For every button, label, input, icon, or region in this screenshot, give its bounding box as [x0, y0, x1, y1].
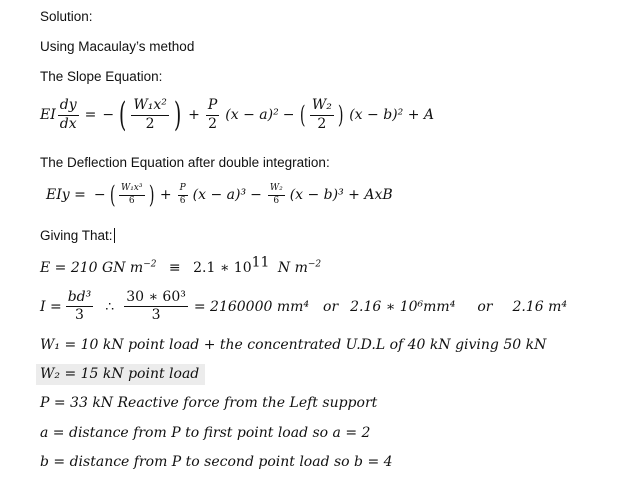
slope-term-xa: (x − a)²: [225, 107, 279, 123]
slope-equation-title: The Slope Equation:: [40, 69, 163, 84]
therefore-symbol: ∴: [105, 298, 115, 315]
dy-dx-fraction: [58, 98, 79, 132]
b-definition: b = distance from P to second point load so b = 4: [40, 454, 393, 470]
slope-equation: EI $\frac{dy}{dx}$ = − ( $\frac{\text{W₁x²}}{2}$ ) + $\frac{P}{2}$ (x − a)² − ( $\frac{\text{W₂}}{2}$ ) (x − b)² + A: [40, 95, 434, 135]
denominator-2c: 2: [317, 115, 327, 132]
or-2: or: [477, 298, 493, 315]
solution-heading: Solution:: [40, 9, 93, 24]
deflection-lhs: EIy =: [46, 187, 86, 203]
p-over-2: [206, 98, 219, 132]
denominator-2b: 2: [208, 115, 218, 132]
denominator-3b: 3: [151, 307, 161, 324]
giving-that-text[interactable]: [40, 228, 115, 243]
e-equation: [40, 254, 322, 276]
giving-that-label: Giving That:: [40, 228, 113, 243]
w2-symbol-defl: W₂: [268, 184, 285, 196]
method-text: Using Macaulay’s method: [40, 39, 195, 54]
equiv-symbol: ≡: [168, 260, 181, 276]
bd3: bd³: [66, 290, 94, 307]
e-exp1: −2: [143, 259, 157, 270]
denominator-6b: 6: [179, 195, 186, 206]
slope-lhs-ei: EI: [40, 107, 56, 123]
calc-numerator: 30 ∗ 60³: [124, 290, 188, 307]
w1x2: W₁x²: [131, 98, 169, 115]
e-unit: N m: [277, 260, 308, 276]
text-cursor: [114, 228, 115, 243]
e-rhs: 2.1 ∗ 10: [193, 260, 252, 276]
deflection-term-xa: (x − a)³: [192, 187, 247, 203]
w2-definition-text: W₂ = 15 kN point load: [36, 364, 205, 385]
denominator-6a: 6: [128, 195, 135, 206]
slope-term-xb: (x − b)² + A: [349, 107, 434, 123]
i-result-mm: = 2160000 mm⁴: [193, 298, 310, 315]
w1-definition: W₁ = 10 kN point load + the concentrated U.D.L of 40 kN giving 50 kN: [40, 337, 547, 353]
p-symbol: P: [206, 98, 219, 115]
deflection-equation-title: The Deflection Equation after double integration:: [40, 155, 330, 170]
w1x2-over-2: [131, 98, 169, 132]
dy: dy: [58, 98, 79, 115]
deflection-equation: EIy = − ( $\frac{\text{W₁x³}}{6}$ ) + $\frac{P}{6}$ (x − a)³ − $\frac{\text{W₂}}{6}$ (x − b)³ + AxB: [46, 181, 393, 209]
i-equation: [40, 290, 567, 324]
calc-fraction: [124, 290, 188, 324]
p-over-6: [178, 184, 188, 207]
p-symbol-defl: P: [178, 184, 188, 196]
w2-over-6: [268, 184, 285, 207]
denominator-6c: 6: [273, 195, 280, 206]
w2-symbol: W₂: [310, 98, 334, 115]
dx: dx: [59, 115, 77, 132]
w1x3: W₁x³: [119, 184, 145, 196]
i-lhs: I =: [40, 298, 62, 315]
e-lhs: E = 210 GN m: [40, 260, 144, 276]
p-definition: P = 33 kN Reactive force from the Left support: [40, 395, 378, 411]
bd3-over-3: [66, 290, 94, 324]
deflection-term-xb: (x − b)³ + AxB: [289, 187, 393, 203]
denominator-2a: 2: [145, 115, 155, 132]
w1x3-over-6: [119, 184, 145, 207]
i-result-mm2: 2.16 ∗ 10⁶mm⁴: [350, 298, 456, 315]
w2-definition: [36, 366, 205, 382]
a-definition: a = distance from P to first point load so a = 2: [40, 425, 371, 441]
i-result-m: 2.16 m⁴: [512, 298, 567, 315]
denominator-3a: 3: [75, 307, 84, 324]
w2-over-2: [310, 98, 334, 132]
e-exp2: −2: [307, 259, 322, 270]
or-1: or: [323, 298, 339, 315]
e-exp11: 11: [251, 254, 270, 271]
